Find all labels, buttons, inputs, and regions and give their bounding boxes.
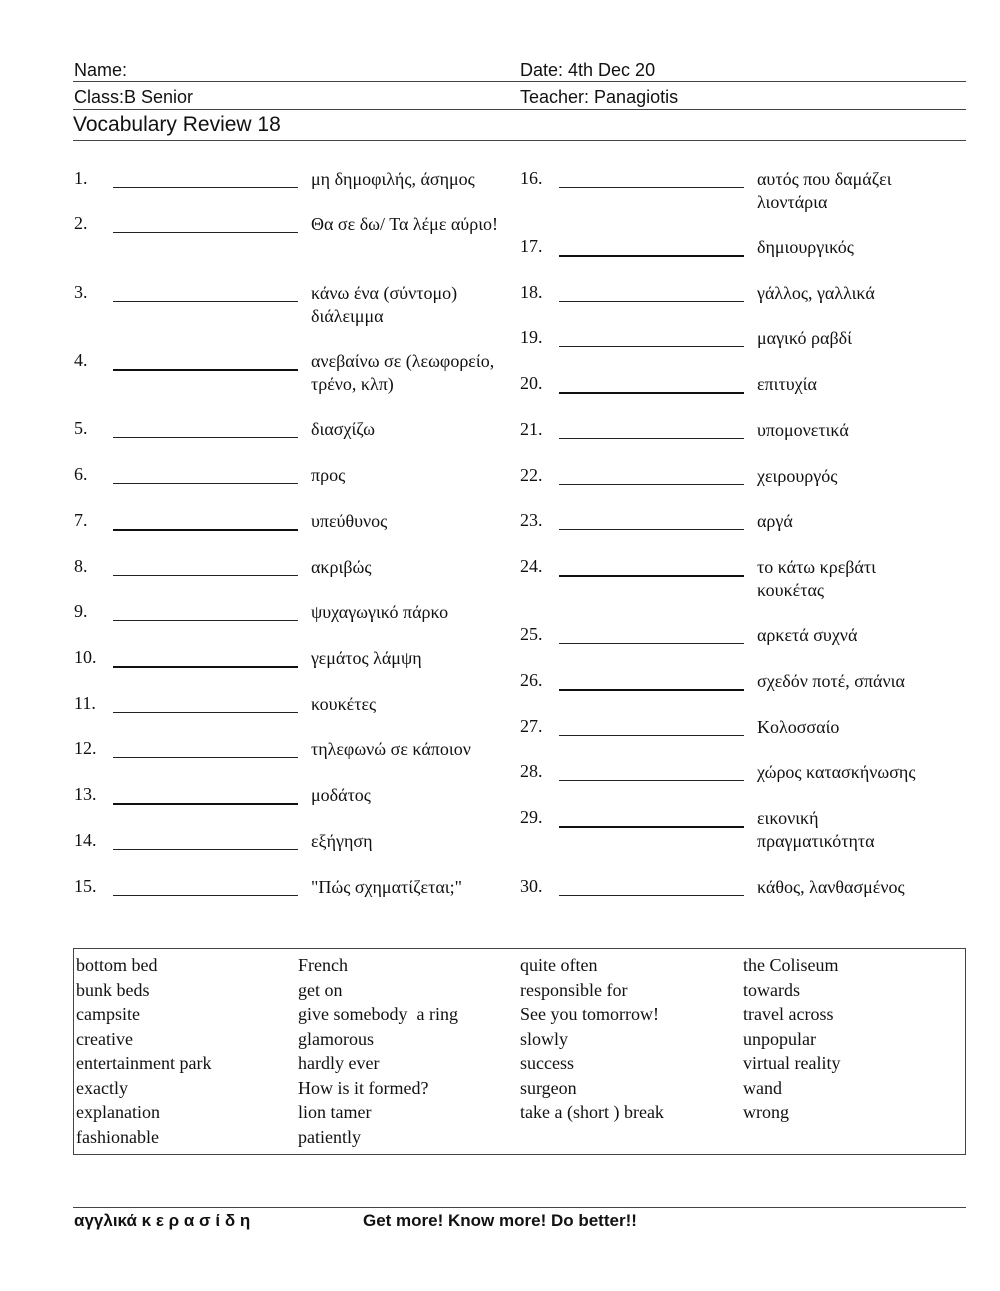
answer-blank[interactable] (113, 712, 298, 713)
answer-blank[interactable] (113, 187, 298, 188)
title-divider (73, 140, 966, 141)
word-bank-column-3 (520, 953, 664, 1125)
word-bank-entry: virtual reality (743, 1053, 841, 1073)
item-meaning: μοδάτος (311, 785, 371, 805)
item-number: 14. (74, 830, 97, 850)
class-label: Class:B Senior (74, 87, 194, 107)
word-bank-column-1 (76, 953, 211, 1149)
word-bank-entry: surgeon (520, 1077, 577, 1098)
word-bank-entry: quite often (520, 955, 598, 975)
item-meaning: χώρος κατασκήνωσης (757, 762, 916, 782)
item-meaning: αργά (757, 511, 793, 531)
item-number: 3. (74, 282, 88, 302)
answer-blank[interactable] (559, 187, 744, 188)
item-meaning: κουκέτες (311, 694, 377, 714)
word-bank-entry: exactly (76, 1077, 128, 1098)
answer-blank[interactable] (559, 643, 744, 644)
header-divider (73, 81, 966, 82)
item-meaning: το κάτω κρεβάτι κουκέτας (757, 557, 876, 600)
footer-divider (73, 1207, 966, 1208)
word-bank-entry: bottom bed (76, 955, 158, 975)
item-meaning: ανεβαίνω σε (λεωφορείο, τρένο, κλπ) (311, 351, 495, 394)
item-number: 12. (74, 738, 97, 758)
word-bank-entry: See you tomorrow! (520, 1004, 659, 1024)
item-meaning: επιτυχία (757, 374, 817, 394)
answer-blank[interactable] (113, 369, 298, 371)
item-number: 22. (520, 465, 543, 485)
item-meaning: ακριβώς (311, 557, 372, 577)
answer-blank[interactable] (559, 689, 744, 691)
answer-blank[interactable] (559, 826, 744, 828)
answer-blank[interactable] (113, 620, 298, 621)
teacher-label: Teacher: Panagiotis (520, 87, 679, 107)
word-bank-entry: bunk beds (76, 979, 150, 1000)
word-bank-entry: French (298, 955, 348, 975)
item-meaning: διασχίζω (311, 419, 375, 439)
answer-blank[interactable] (113, 895, 298, 896)
item-number: 9. (74, 601, 88, 621)
word-bank-entry: travel across (743, 1004, 834, 1024)
word-bank-column-2 (298, 953, 458, 1149)
item-meaning: αυτός που δαμάζει λιοντάρια (757, 169, 892, 212)
item-number: 18. (520, 282, 543, 302)
word-bank-entry: explanation (76, 1102, 160, 1122)
item-number: 30. (520, 876, 543, 896)
answer-blank[interactable] (559, 529, 744, 530)
item-number: 16. (520, 168, 543, 188)
item-meaning: εικονική πραγματικότητα (757, 808, 875, 851)
item-meaning: γάλλος, γαλλικά (757, 283, 875, 303)
answer-blank[interactable] (559, 484, 744, 485)
word-bank-column-4 (743, 953, 840, 1125)
item-meaning: κάθος, λανθασμένος (757, 877, 905, 897)
page-title: Vocabulary Review 18 (73, 113, 281, 136)
item-meaning: ψυχαγωγικό πάρκο (311, 602, 449, 622)
word-bank-entry: patiently (298, 1126, 361, 1147)
item-meaning: τηλεφωνώ σε κάποιον (311, 739, 471, 759)
item-number: 5. (74, 418, 88, 438)
item-number: 21. (520, 419, 543, 439)
name-label: Name: (74, 60, 128, 80)
item-number: 4. (74, 350, 88, 370)
footer-slogan: Get more! Know more! Do better!! (363, 1211, 637, 1230)
word-bank-entry: How is it formed? (298, 1077, 429, 1098)
answer-blank[interactable] (113, 437, 298, 438)
item-number: 27. (520, 716, 543, 736)
word-bank-entry: success (520, 1053, 574, 1073)
item-number: 11. (74, 693, 96, 713)
item-meaning: σχεδόν ποτέ, σπάνια (757, 671, 905, 691)
answer-blank[interactable] (559, 346, 744, 347)
word-bank-entry: give somebody a ring (298, 1004, 458, 1024)
word-bank-entry: campsite (76, 1004, 140, 1024)
item-meaning: υπομονετικά (757, 420, 849, 440)
word-bank-entry: take a (short ) break (520, 1102, 664, 1122)
word-bank (73, 948, 966, 1155)
answer-blank[interactable] (559, 438, 744, 439)
word-bank-entry: unpopular (743, 1028, 816, 1049)
header-divider (73, 109, 966, 110)
item-number: 15. (74, 876, 97, 896)
item-number: 26. (520, 670, 543, 690)
word-bank-entry: slowly (520, 1028, 569, 1049)
word-bank-entry: get on (298, 979, 343, 1000)
item-number: 2. (74, 213, 88, 233)
answer-blank[interactable] (113, 301, 298, 302)
item-number: 28. (520, 761, 543, 781)
item-meaning: γεμάτος λάμψη (311, 648, 422, 668)
date-label: Date: 4th Dec 20 (520, 60, 656, 80)
answer-blank[interactable] (559, 392, 744, 394)
answer-blank[interactable] (559, 575, 744, 577)
answer-blank[interactable] (113, 575, 298, 576)
answer-blank[interactable] (559, 255, 744, 257)
word-bank-entry: creative (76, 1028, 133, 1049)
item-meaning: προς (311, 465, 346, 485)
item-meaning: δημιουργικός (757, 237, 854, 257)
item-meaning: Θα σε δω/ Τα λέμε αύριο! (311, 214, 499, 234)
word-bank-entry: the Coliseum (743, 955, 839, 975)
word-bank-entry: entertainment park (76, 1053, 212, 1073)
answer-blank[interactable] (559, 735, 744, 736)
word-bank-entry: glamorous (298, 1028, 374, 1049)
answer-blank[interactable] (559, 895, 744, 896)
word-bank-entry: wrong (743, 1102, 789, 1122)
item-meaning: μη δημοφιλής, άσημος (311, 169, 475, 189)
item-number: 7. (74, 510, 88, 530)
item-number: 25. (520, 624, 543, 644)
word-bank-entry: lion tamer (298, 1102, 372, 1122)
item-number: 23. (520, 510, 543, 530)
answer-blank[interactable] (113, 529, 298, 531)
item-meaning: "Πώς σχηματίζεται;" (311, 877, 462, 897)
answer-blank[interactable] (559, 780, 744, 781)
item-number: 20. (520, 373, 543, 393)
item-number: 6. (74, 464, 88, 484)
footer-brand: αγγλικά κ ε ρ α σ ί δ η (74, 1211, 251, 1230)
word-bank-entry: fashionable (76, 1126, 159, 1147)
word-bank-entry: wand (743, 1077, 782, 1098)
item-meaning: Κολοσσαίο (757, 717, 840, 737)
item-meaning: υπεύθυνος (311, 511, 388, 531)
answer-blank[interactable] (113, 757, 298, 758)
item-number: 10. (74, 647, 97, 667)
item-meaning: κάνω ένα (σύντομο) διάλειμμα (311, 283, 458, 326)
answer-blank[interactable] (113, 666, 298, 668)
word-bank-entry: hardly ever (298, 1053, 380, 1073)
word-bank-entry: responsible for (520, 979, 628, 1000)
item-meaning: εξήγηση (311, 831, 373, 851)
answer-blank[interactable] (113, 849, 298, 850)
item-number: 1. (74, 168, 88, 188)
item-meaning: χειρουργός (757, 466, 838, 486)
answer-blank[interactable] (113, 232, 298, 233)
item-number: 13. (74, 784, 97, 804)
item-meaning: αρκετά συχνά (757, 625, 858, 645)
item-number: 8. (74, 556, 88, 576)
item-number: 17. (520, 236, 543, 256)
item-number: 19. (520, 327, 543, 347)
answer-blank[interactable] (113, 803, 298, 805)
item-meaning: μαγικό ραβδί (757, 328, 852, 348)
answer-blank[interactable] (113, 483, 298, 484)
word-bank-entry: towards (743, 979, 800, 1000)
item-number: 29. (520, 807, 543, 827)
item-number: 24. (520, 556, 543, 576)
answer-blank[interactable] (559, 301, 744, 302)
